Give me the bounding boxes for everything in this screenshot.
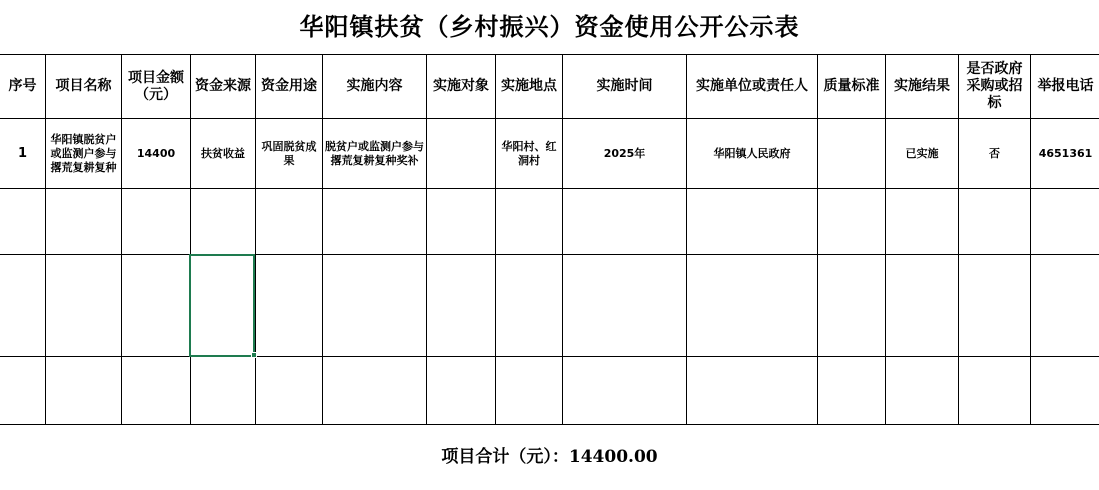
empty-cell[interactable] <box>46 357 122 425</box>
empty-cell[interactable] <box>122 255 191 357</box>
cell-phone[interactable]: 4651361 <box>1031 119 1099 189</box>
empty-cell[interactable] <box>1031 189 1099 255</box>
header-cell[interactable]: 资金来源 <box>191 55 256 119</box>
cell-target[interactable] <box>427 119 496 189</box>
empty-cell[interactable] <box>563 189 687 255</box>
empty-cell[interactable] <box>959 357 1031 425</box>
table-row <box>0 119 1099 189</box>
header-cell[interactable]: 项目金额（元） <box>122 55 191 119</box>
empty-cell[interactable] <box>563 357 687 425</box>
cell-project-name[interactable]: 华阳镇脱贫户或监测户参与撂荒复耕复种 <box>46 119 122 189</box>
cell-selection-box <box>189 254 255 357</box>
fund-table <box>0 54 1099 425</box>
header-cell[interactable]: 序号 <box>0 55 46 119</box>
header-cell[interactable]: 举报电话 <box>1031 55 1099 119</box>
cell-quality[interactable] <box>818 119 886 189</box>
empty-cell[interactable] <box>687 255 818 357</box>
cell-location[interactable]: 华阳村、红洞村 <box>496 119 563 189</box>
cell-result[interactable]: 已实施 <box>886 119 959 189</box>
page-title: 华阳镇扶贫（乡村振兴）资金使用公开公示表 <box>299 12 800 41</box>
empty-cell[interactable] <box>256 189 323 255</box>
empty-cell[interactable] <box>256 255 323 357</box>
empty-cell[interactable] <box>122 357 191 425</box>
cell-fund-source[interactable]: 扶贫收益 <box>191 119 256 189</box>
empty-cell[interactable] <box>496 357 563 425</box>
empty-cell[interactable] <box>427 255 496 357</box>
header-cell[interactable]: 实施内容 <box>323 55 427 119</box>
empty-cell[interactable] <box>818 357 886 425</box>
empty-cell[interactable] <box>818 255 886 357</box>
empty-cell[interactable] <box>0 255 46 357</box>
cell-amount[interactable]: 14400 <box>122 119 191 189</box>
cell-fund-use[interactable]: 巩固脱贫成果 <box>256 119 323 189</box>
empty-cell[interactable] <box>323 357 427 425</box>
empty-row <box>0 189 1099 255</box>
empty-cell[interactable] <box>687 357 818 425</box>
cell-procurement[interactable]: 否 <box>959 119 1031 189</box>
header-cell[interactable]: 实施地点 <box>496 55 563 119</box>
total-amount: 项目合计（元）：14400.00 <box>441 447 658 467</box>
header-cell[interactable]: 实施结果 <box>886 55 959 119</box>
fill-handle[interactable] <box>251 352 257 358</box>
empty-row <box>0 357 1099 425</box>
empty-cell[interactable] <box>818 189 886 255</box>
empty-cell[interactable] <box>46 189 122 255</box>
empty-cell[interactable] <box>427 189 496 255</box>
empty-cell[interactable] <box>0 189 46 255</box>
cell-time[interactable]: 2025年 <box>563 119 687 189</box>
empty-cell[interactable] <box>191 189 256 255</box>
empty-cell[interactable] <box>427 357 496 425</box>
empty-cell[interactable] <box>1031 357 1099 425</box>
empty-cell[interactable] <box>256 357 323 425</box>
cell-seq[interactable]: 1 <box>0 119 46 189</box>
empty-cell[interactable] <box>496 189 563 255</box>
empty-cell[interactable] <box>191 357 256 425</box>
header-cell[interactable]: 实施对象 <box>427 55 496 119</box>
header-cell[interactable]: 是否政府采购或招标 <box>959 55 1031 119</box>
empty-cell[interactable] <box>886 357 959 425</box>
empty-cell[interactable] <box>886 255 959 357</box>
header-cell[interactable]: 项目名称 <box>46 55 122 119</box>
header-cell[interactable]: 实施时间 <box>563 55 687 119</box>
empty-row <box>0 255 1099 357</box>
empty-cell[interactable] <box>959 189 1031 255</box>
empty-cell[interactable] <box>496 255 563 357</box>
empty-cell[interactable] <box>886 189 959 255</box>
empty-cell[interactable] <box>122 189 191 255</box>
cell-content[interactable]: 脱贫户或监测户参与撂荒复耕复种奖补 <box>323 119 427 189</box>
empty-cell[interactable] <box>1031 255 1099 357</box>
header-cell[interactable]: 质量标准 <box>818 55 886 119</box>
empty-cell[interactable] <box>323 255 427 357</box>
cell-unit[interactable]: 华阳镇人民政府 <box>687 119 818 189</box>
empty-cell[interactable] <box>46 255 122 357</box>
empty-cell[interactable] <box>323 189 427 255</box>
empty-cell[interactable] <box>959 255 1031 357</box>
empty-cell[interactable] <box>563 255 687 357</box>
empty-cell[interactable] <box>0 357 46 425</box>
header-cell[interactable]: 实施单位或责任人 <box>687 55 818 119</box>
header-cell[interactable]: 资金用途 <box>256 55 323 119</box>
header-row <box>0 55 1099 119</box>
empty-cell[interactable] <box>687 189 818 255</box>
